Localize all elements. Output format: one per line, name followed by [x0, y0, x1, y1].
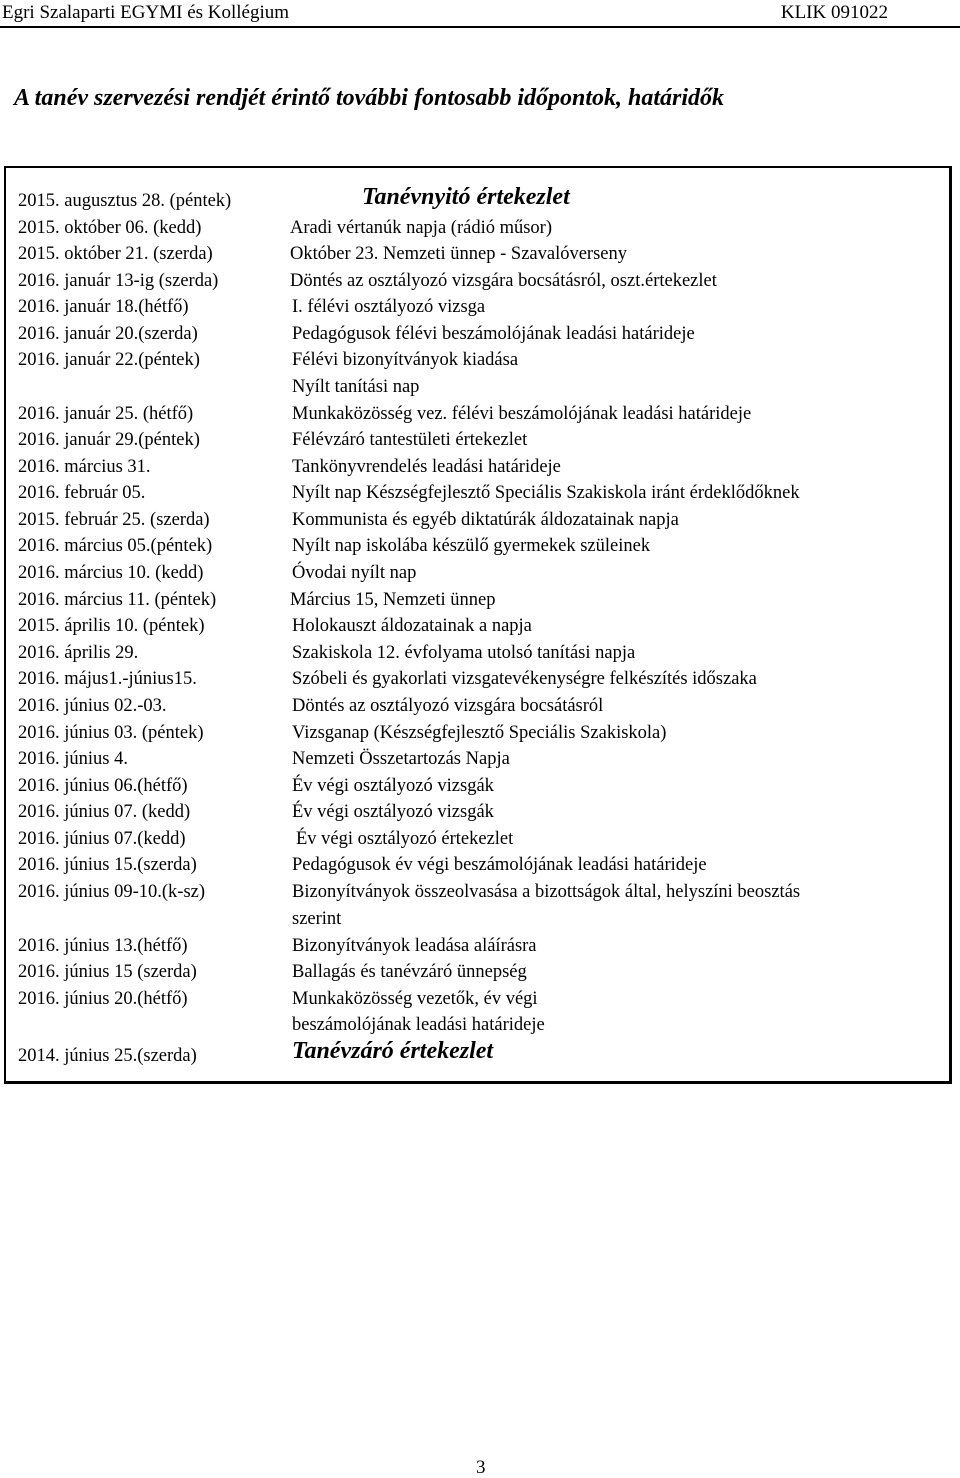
schedule-date: 2014. június 25.(szerda) — [18, 1046, 197, 1066]
schedule-date: 2016. június 20.(hétfő) — [18, 989, 188, 1009]
schedule-date: 2016. június 06.(hétfő) — [18, 776, 188, 796]
schedule-event: Pedagógusok év végi beszámolójának leadási határideje — [292, 855, 707, 875]
schedule-date: 2016. március 05.(péntek) — [18, 536, 213, 556]
schedule-date: 2015. április 10. (péntek) — [18, 616, 205, 636]
schedule-date: 2016. május1.-június15. — [18, 669, 197, 689]
schedule-date: 2016. június 07.(kedd) — [18, 829, 186, 849]
schedule-date: 2016. június 03. (péntek) — [18, 723, 204, 743]
schedule-date: 2016. április 29. — [18, 643, 139, 663]
schedule-event: Ballagás és tanévzáró ünnepség — [292, 962, 527, 982]
schedule-event: beszámolójának leadási határideje — [292, 1015, 545, 1035]
schedule-event: Aradi vértanúk napja (rádió műsor) — [290, 218, 552, 238]
schedule-date: 2016. június 15 (szerda) — [18, 962, 197, 982]
schedule-event: Döntés az osztályozó vizsgára bocsátásról, oszt.értekezlet — [290, 271, 717, 291]
schedule-event: Nyílt nap iskolába készülő gyermekek szüleinek — [292, 536, 651, 556]
schedule-event: Év végi osztályozó vizsgák — [292, 802, 494, 822]
schedule-date: 2016. január 25. (hétfő) — [18, 404, 194, 424]
schedule-event: Tankönyvrendelés leadási határideje — [292, 457, 561, 477]
schedule-event: Év végi osztályozó vizsgák — [292, 776, 494, 796]
schedule-event: Bizonyítványok leadása aláírásra — [292, 936, 537, 956]
schedule-date: 2016. március 31. — [18, 457, 151, 477]
schedule-event: Félévi bizonyítványok kiadása — [292, 350, 519, 370]
schedule-date: 2016. június 13.(hétfő) — [18, 936, 188, 956]
schedule-event: Szóbeli és gyakorlati vizsgatevékenységre felkészítés időszaka — [292, 669, 757, 689]
schedule-date: 2016. június 15.(szerda) — [18, 855, 197, 875]
schedule-event: Nemzeti Összetartozás Napja — [292, 749, 510, 769]
schedule-event: I. félévi osztályozó vizsga — [292, 297, 486, 317]
schedule-event: Március 15, Nemzeti ünnep — [290, 590, 496, 610]
schedule-date: 2016. január 18.(hétfő) — [18, 297, 189, 317]
schedule-event: Munkaközösség vezetők, év végi — [292, 989, 538, 1009]
page-number: 3 — [476, 1457, 486, 1478]
schedule-date: 2016. június 02.-03. — [18, 696, 167, 716]
schedule-event: Vizsganap (Készségfejlesztő Speciális Szakiskola) — [292, 723, 667, 743]
document-title: A tanév szervezési rendjét érintő további fontosabb időpontok, határidők — [14, 85, 725, 111]
schedule-date: 2015. október 21. (szerda) — [18, 244, 213, 264]
schedule-date: 2016. június 07. (kedd) — [18, 802, 191, 822]
schedule-date: 2016. február 05. — [18, 483, 146, 503]
schedule-date: 2016. január 29.(péntek) — [18, 430, 200, 450]
schedule-date: 2016. március 10. (kedd) — [18, 563, 204, 583]
schedule-event: Tanévzáró értekezlet — [292, 1038, 494, 1064]
schedule-date: 2016. június 4. — [18, 749, 128, 769]
schedule-event: Félévzáró tantestületi értekezlet — [292, 430, 528, 450]
institution-code: KLIK 091022 — [780, 2, 888, 23]
schedule-event: Döntés az osztályozó vizsgára bocsátásról — [292, 696, 604, 716]
schedule-event: Tanévnyitó értekezlet — [362, 184, 570, 210]
schedule-date: 2016. január 13-ig (szerda) — [18, 271, 219, 291]
schedule-date: 2016. január 20.(szerda) — [18, 324, 198, 344]
schedule-event: Nyílt tanítási nap — [292, 377, 420, 397]
schedule-date: 2016. június 09-10.(k-sz) — [18, 882, 206, 902]
schedule-date: 2015. augusztus 28. (péntek) — [18, 191, 232, 211]
schedule-event: Bizonyítványok összeolvasása a bizottságok által, helyszíni beosztás — [292, 882, 801, 902]
schedule-event: Munkaközösség vez. félévi beszámolójának leadási határideje — [292, 404, 752, 424]
school-name: Egri Szalaparti EGYMI és Kollégium — [2, 2, 290, 23]
schedule-date: 2015. február 25. (szerda) — [18, 510, 210, 530]
schedule-event: Október 23. Nemzeti ünnep - Szavalóverseny — [290, 244, 628, 264]
schedule-event: Óvodai nyílt nap — [292, 563, 417, 583]
page-header — [0, 0, 960, 28]
schedule-event: szerint — [292, 909, 342, 929]
schedule-event: Holokauszt áldozatainak a napja — [292, 616, 532, 636]
schedule-date: 2015. október 06. (kedd) — [18, 218, 202, 238]
schedule-event: Szakiskola 12. évfolyama utolsó tanítási napja — [292, 643, 636, 663]
schedule-date: 2016. március 11. (péntek) — [18, 590, 217, 610]
schedule-event: Pedagógusok félévi beszámolójának leadási határideje — [292, 324, 695, 344]
schedule-box — [4, 166, 952, 1084]
schedule-event: Kommunista és egyéb diktatúrák áldozatainak napja — [292, 510, 679, 530]
schedule-date: 2016. január 22.(péntek) — [18, 350, 200, 370]
schedule-event: Nyílt nap Készségfejlesztő Speciális Szakiskola iránt érdeklődőknek — [292, 483, 800, 503]
schedule-event: Év végi osztályozó értekezlet — [296, 829, 514, 849]
